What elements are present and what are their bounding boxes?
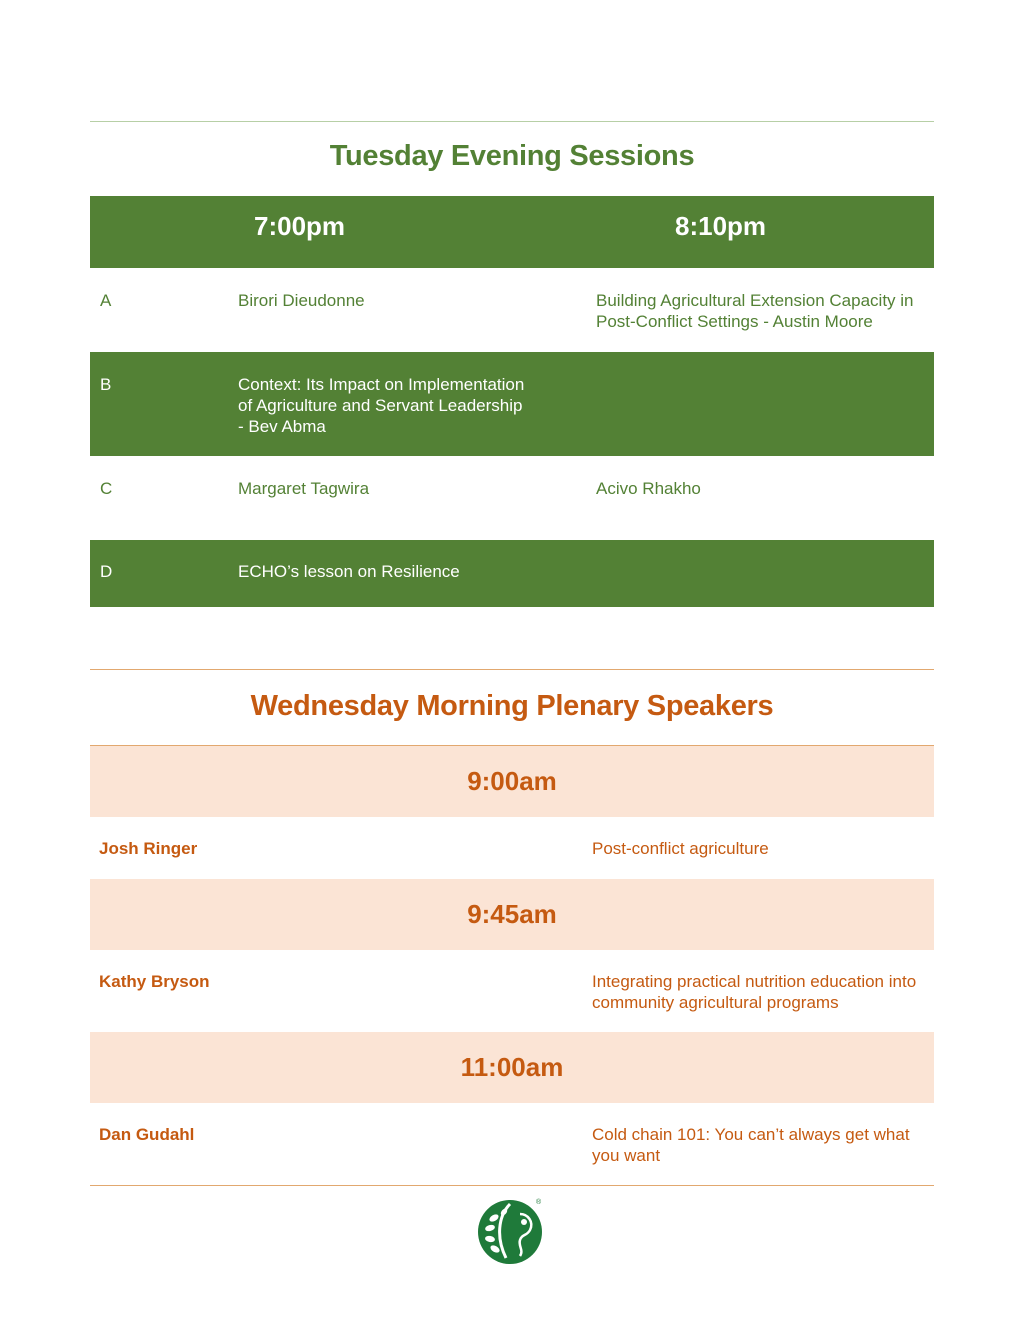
speaker-name: Josh Ringer bbox=[99, 839, 198, 858]
top-divider bbox=[90, 121, 934, 122]
speaker-row bbox=[90, 950, 934, 1032]
session-700: ECHO’s lesson on Resilience bbox=[238, 562, 460, 581]
tuesday-table-header bbox=[90, 196, 934, 268]
time-label: 11:00am bbox=[460, 1052, 564, 1082]
row-id: B bbox=[100, 375, 112, 394]
registered-mark: ® bbox=[536, 1199, 542, 1206]
wednesday-section-title: Wednesday Morning Plenary Speakers bbox=[250, 690, 774, 722]
speaker-name: Kathy Bryson bbox=[99, 972, 210, 991]
speaker-row bbox=[90, 1103, 934, 1185]
session-700: Birori Dieudonne bbox=[238, 291, 365, 310]
time-row bbox=[90, 746, 934, 817]
session-700: Margaret Tagwira bbox=[238, 479, 370, 498]
session-700: Context: Its Impact on Implementation of Agriculture and Servant Leadership - Bev Abma bbox=[238, 375, 525, 436]
time-header-7pm: 7:00pm bbox=[254, 211, 346, 241]
speaker-topic: Post-conflict agriculture bbox=[592, 839, 769, 858]
speaker-name: Dan Gudahl bbox=[99, 1125, 195, 1144]
speaker-topic: Integrating practical nutrition education into community agricultural programs bbox=[592, 972, 917, 1012]
session-810: Acivo Rhakho bbox=[596, 479, 701, 498]
tuesday-section-title: Tuesday Evening Sessions bbox=[329, 140, 695, 172]
row-id: A bbox=[100, 291, 112, 310]
bottom-divider bbox=[90, 1185, 934, 1186]
time-label: 9:45am bbox=[467, 899, 557, 929]
table-row bbox=[90, 456, 934, 540]
time-row bbox=[90, 879, 934, 950]
time-row bbox=[90, 1032, 934, 1103]
session-810: Building Agricultural Extension Capacity in Post-Conflict Settings - Austin Moore bbox=[596, 291, 914, 331]
speaker-topic: Cold chain 101: You can’t always get what you want bbox=[592, 1125, 910, 1165]
speaker-row bbox=[90, 817, 934, 879]
row-id: C bbox=[100, 479, 113, 498]
table-row bbox=[90, 268, 934, 352]
echo-logo-icon bbox=[476, 1194, 548, 1266]
table-row bbox=[90, 352, 934, 456]
row-id: D bbox=[100, 562, 113, 581]
middle-divider bbox=[90, 669, 934, 670]
time-label: 9:00am bbox=[467, 766, 557, 796]
table-row bbox=[90, 540, 934, 607]
time-header-810pm: 8:10pm bbox=[675, 211, 767, 241]
